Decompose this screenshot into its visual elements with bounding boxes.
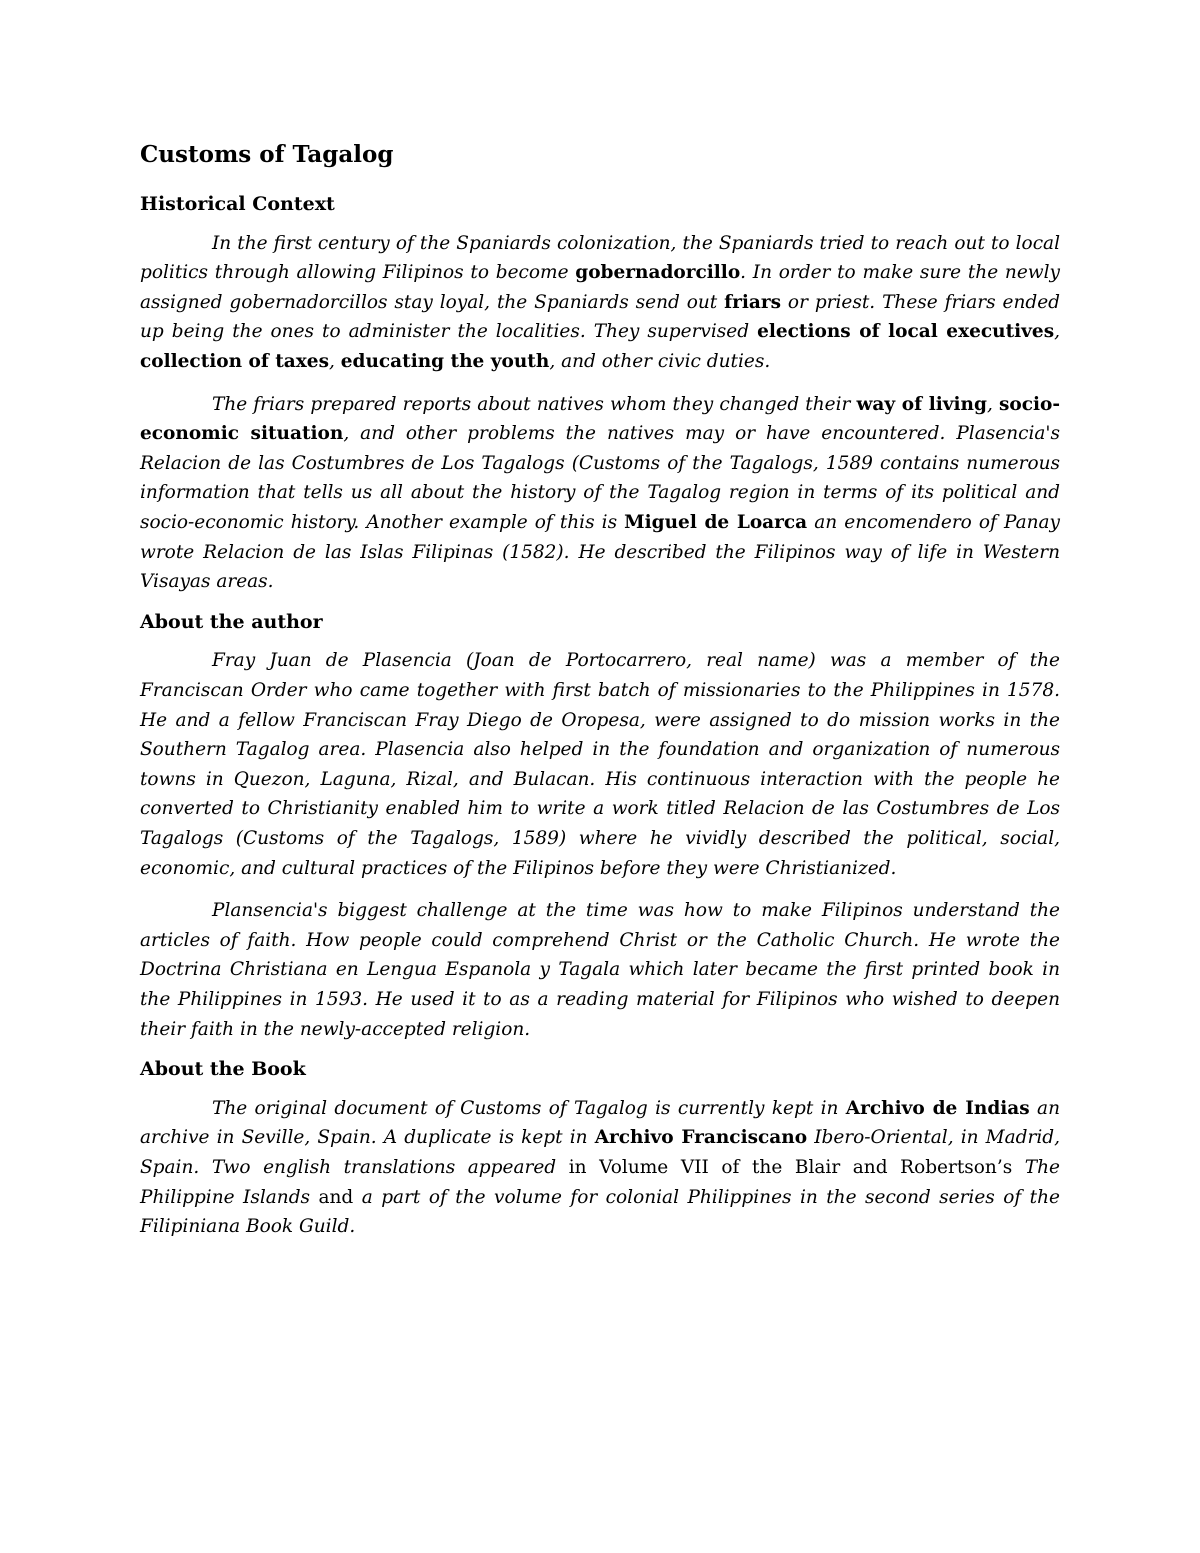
text-run: or priest. These friars ended up being the ones to administer the localities. They supervised [140,291,1060,343]
text-run: in Volume VII of the Blair and Robertson’s [568,1156,1025,1178]
document-page [140,140,1060,1255]
text-run: , [986,393,999,415]
text-run: Fray Juan de Plasencia (Joan de Portocarrero, real name) was a member of the Franciscan Order who came together with first batch of missionaries to the Philippines in 1578. He and a fellow Franciscan Fray Diego de Oropesa, were assigned to do mission works in the Southern Tagalog area. Plasencia also helped in the foundation and organization of numerous towns in Quezon, Laguna, Rizal, and Bulacan. His continuous interaction with the people he converted to Christianity enabled him to write a work titled Relacion de las Costumbres de Los Tagalogs (Customs of the Tagalogs, 1589) where he vividly described the political, social, economic, and cultural practices of the Filipinos before they were Christianized. [140,650,1060,879]
text-run: The friars prepared reports about natives whom they changed their [212,393,857,415]
emphasized-term: socio-economic situation [140,393,1061,445]
text-run: Ibero-Oriental, in Madrid, Spain. Two english translations appeared [140,1127,1060,1178]
emphasized-term: Archivo de Indias [845,1097,1030,1119]
text-run: , [1054,321,1060,343]
emphasized-term: educating the youth [340,350,550,372]
emphasized-term: gobernadorcillo [575,262,741,284]
text-run: Plansencia's biggest challenge at the time was how to make Filipinos understand the articles of faith. How people could comprehend Christ or the Catholic Church. He wrote the Doctrina Christiana en Lengua Espanola y Tagala which later became the first printed book in the Philippines in 1593. He used it to as a reading material for Filipinos who wished to deepen their faith in the newly-accepted religion. [140,900,1060,1040]
text-run: The original document of Customs of Tagalog is currently kept in [212,1097,846,1119]
text-run: The Philippine Islands [140,1156,1060,1208]
text-run: , and other problems the natives may or have encountered. Plasencia's Relacion de las Costumbres de Los Tagalogs (Customs of the Tagalogs, 1589 contains numerous information that tells us all about the history of the Tagalog region in terms of its political and socio-economic history. Another example of this is [140,423,1060,533]
text-run: , and other civic duties. [549,350,771,372]
section-heading: Historical Context [140,192,335,215]
body-paragraph [140,1094,1060,1242]
body-paragraph [140,390,1060,597]
section-heading: About the author [140,610,323,633]
document-title: Customs of Tagalog [140,141,394,168]
text-run: , [328,350,341,372]
text-run: an archive in Seville, Spain. A duplicate is kept in [140,1097,1060,1149]
emphasized-term: Archivo Franciscano [594,1127,808,1149]
text-run: an encomendero of Panay wrote Relacion de las Islas Filipinas (1582). He described the Filipinos way of life in Western Visayas areas. [140,511,1060,593]
section-heading: About the Book [140,1058,306,1081]
body-paragraph [140,896,1060,1044]
text-run: . In order to make sure the newly assigned gobernadorcillos stay loyal, the Spaniards send out [140,262,1060,313]
text-run: and [310,1186,362,1208]
text-run: In the first century of the Spaniards colonization, the Spaniards tried to reach out to local politics through allowing Filipinos to become [140,232,1060,284]
text-run: a part of the volume for colonial Philippines in the second series of the Filipiniana Book Guild. [140,1186,1060,1238]
document-body [140,192,1060,1242]
emphasized-term: collection of taxes [140,350,329,372]
emphasized-term: friars [724,291,782,313]
emphasized-term: way of living [856,393,987,415]
body-paragraph [140,229,1060,377]
emphasized-term: elections of local executives [757,321,1055,343]
emphasized-term: Miguel de Loarca [624,511,808,533]
body-paragraph [140,646,1060,883]
